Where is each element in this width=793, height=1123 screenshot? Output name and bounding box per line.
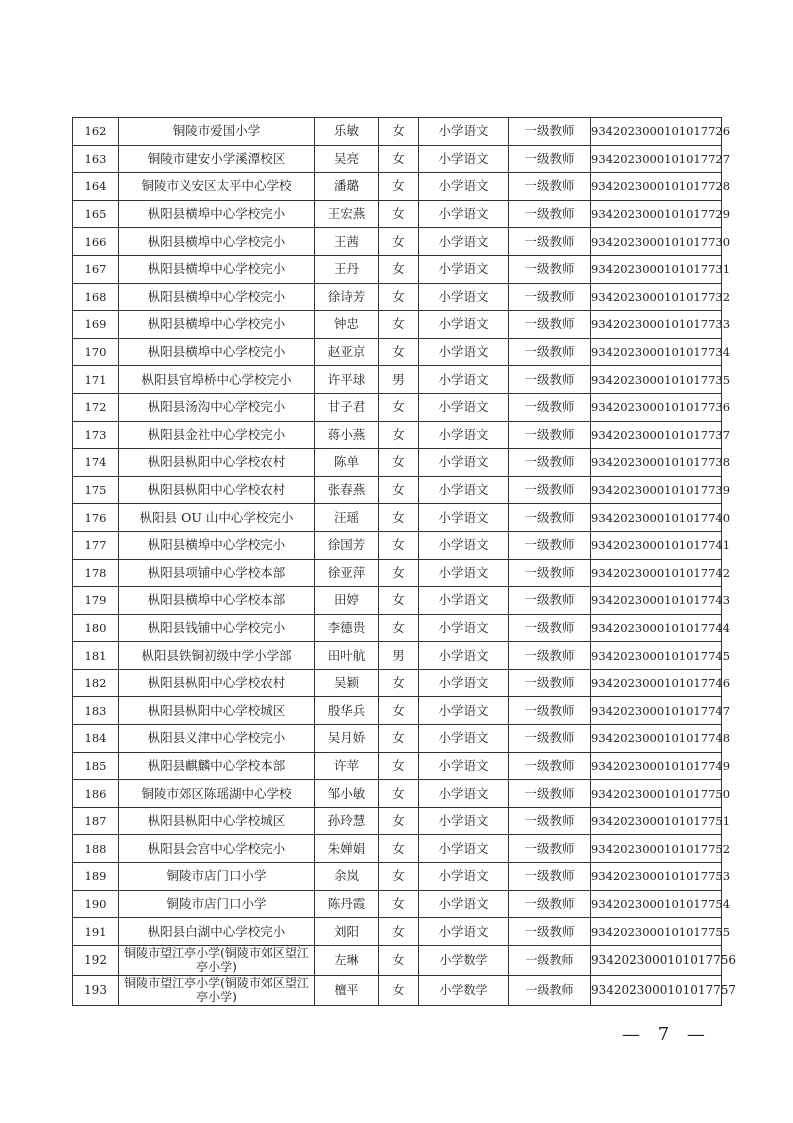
school-name: 枞阳县枞阳中心学校农村: [119, 669, 315, 697]
gender: 女: [379, 945, 419, 975]
teacher-name: 王宏燕: [315, 200, 379, 228]
row-number: 186: [73, 780, 119, 808]
school-name: 枞阳县官埠桥中心学校完小: [119, 366, 315, 394]
page-number: — 7 —: [622, 1024, 711, 1045]
gender: 女: [379, 311, 419, 339]
table-row: [73, 393, 722, 421]
gender: 女: [379, 449, 419, 477]
row-number: 167: [73, 255, 119, 283]
certificate-number: 9342023000101017743: [591, 587, 722, 615]
teacher-name: 檀平: [315, 975, 379, 1005]
subject: 小学语文: [419, 311, 509, 339]
subject: 小学语文: [419, 835, 509, 863]
teacher-rank: 一级教师: [509, 807, 591, 835]
row-number: 174: [73, 449, 119, 477]
certificate-number: 9342023000101017737: [591, 421, 722, 449]
row-number: 183: [73, 697, 119, 725]
row-number: 170: [73, 338, 119, 366]
school-name: 铜陵市店门口小学: [119, 890, 315, 918]
table-row: [73, 255, 722, 283]
gender: 女: [379, 918, 419, 946]
subject: 小学语文: [419, 255, 509, 283]
table-row: [73, 725, 722, 753]
school-name: 铜陵市爱国小学: [119, 118, 315, 146]
certificate-number: 9342023000101017757: [591, 975, 722, 1005]
row-number: 171: [73, 366, 119, 394]
teacher-name: 王丹: [315, 255, 379, 283]
certificate-number: 9342023000101017732: [591, 283, 722, 311]
table-row: [73, 752, 722, 780]
row-number: 182: [73, 669, 119, 697]
teacher-name: 许平球: [315, 366, 379, 394]
teacher-name: 陈单: [315, 449, 379, 477]
school-name: 枞阳县枞阳中心学校城区: [119, 807, 315, 835]
table-row: [73, 200, 722, 228]
certificate-number: 9342023000101017754: [591, 890, 722, 918]
gender: 女: [379, 835, 419, 863]
gender: 女: [379, 393, 419, 421]
gender: 女: [379, 614, 419, 642]
table-row: [73, 669, 722, 697]
gender: 女: [379, 863, 419, 891]
school-name: 枞阳县横埠中心学校完小: [119, 531, 315, 559]
row-number: 162: [73, 118, 119, 146]
subject: 小学语文: [419, 228, 509, 256]
subject: 小学语文: [419, 807, 509, 835]
table-row: [73, 642, 722, 670]
row-number: 189: [73, 863, 119, 891]
teacher-name: 李德贵: [315, 614, 379, 642]
certificate-number: 9342023000101017741: [591, 531, 722, 559]
teacher-rank: 一级教师: [509, 945, 591, 975]
teacher-rank: 一级教师: [509, 338, 591, 366]
subject: 小学语文: [419, 587, 509, 615]
table-row: [73, 228, 722, 256]
teacher-name: 许苹: [315, 752, 379, 780]
teacher-name: 徐诗芳: [315, 283, 379, 311]
school-name: 枞阳县 OU 山中心学校完小: [119, 504, 315, 532]
table-row: [73, 311, 722, 339]
subject: 小学语文: [419, 145, 509, 173]
gender: 女: [379, 118, 419, 146]
teacher-name: 钟忠: [315, 311, 379, 339]
teacher-name: 陈丹霞: [315, 890, 379, 918]
certificate-number: 9342023000101017726: [591, 118, 722, 146]
teacher-name: 田婷: [315, 587, 379, 615]
teacher-name: 邹小敏: [315, 780, 379, 808]
gender: 女: [379, 338, 419, 366]
teacher-name: 张春燕: [315, 476, 379, 504]
gender: 女: [379, 476, 419, 504]
school-name: 枞阳县钱铺中心学校完小: [119, 614, 315, 642]
school-name: 铜陵市望江亭小学(铜陵市郊区望江亭小学): [119, 945, 315, 975]
row-number: 173: [73, 421, 119, 449]
teacher-name: 吴亮: [315, 145, 379, 173]
teacher-rank: 一级教师: [509, 531, 591, 559]
teacher-name: 甘子君: [315, 393, 379, 421]
subject: 小学语文: [419, 780, 509, 808]
school-name: 枞阳县枞阳中心学校农村: [119, 476, 315, 504]
certificate-number: 9342023000101017735: [591, 366, 722, 394]
teacher-name: 徐国芳: [315, 531, 379, 559]
gender: 女: [379, 890, 419, 918]
subject: 小学语文: [419, 504, 509, 532]
school-name: 枞阳县枞阳中心学校农村: [119, 449, 315, 477]
table-row: [73, 807, 722, 835]
teacher-rank: 一级教师: [509, 200, 591, 228]
table-row: [73, 697, 722, 725]
school-name: 铜陵市望江亭小学(铜陵市郊区望江亭小学): [119, 975, 315, 1005]
row-number: 192: [73, 945, 119, 975]
school-name: 铜陵市建安小学溪潭校区: [119, 145, 315, 173]
certificate-number: 9342023000101017731: [591, 255, 722, 283]
gender: 女: [379, 807, 419, 835]
certificate-number: 9342023000101017728: [591, 173, 722, 201]
teacher-rank: 一级教师: [509, 449, 591, 477]
gender: 女: [379, 200, 419, 228]
table-row: [73, 145, 722, 173]
teacher-rank: 一级教师: [509, 752, 591, 780]
subject: 小学语文: [419, 752, 509, 780]
teacher-rank: 一级教师: [509, 476, 591, 504]
subject: 小学语文: [419, 697, 509, 725]
teacher-rank: 一级教师: [509, 283, 591, 311]
certificate-number: 9342023000101017736: [591, 393, 722, 421]
school-name: 枞阳县横埠中心学校完小: [119, 255, 315, 283]
table-row: [73, 449, 722, 477]
certificate-number: 9342023000101017742: [591, 559, 722, 587]
table-row: [73, 614, 722, 642]
teacher-rank: 一级教师: [509, 421, 591, 449]
school-name: 铜陵市郊区陈瑶湖中心学校: [119, 780, 315, 808]
gender: 女: [379, 669, 419, 697]
gender: 女: [379, 421, 419, 449]
gender: 女: [379, 283, 419, 311]
teacher-rank: 一级教师: [509, 835, 591, 863]
certificate-number: 9342023000101017730: [591, 228, 722, 256]
row-number: 176: [73, 504, 119, 532]
school-name: 枞阳县金社中心学校完小: [119, 421, 315, 449]
subject: 小学语文: [419, 283, 509, 311]
teacher-name: 蒋小燕: [315, 421, 379, 449]
teacher-name: 徐亚萍: [315, 559, 379, 587]
teacher-rank: 一级教师: [509, 669, 591, 697]
subject: 小学语文: [419, 890, 509, 918]
teacher-rank: 一级教师: [509, 780, 591, 808]
teacher-name: 吴月娇: [315, 725, 379, 753]
school-name: 枞阳县横埠中心学校本部: [119, 587, 315, 615]
row-number: 166: [73, 228, 119, 256]
subject: 小学语文: [419, 421, 509, 449]
subject: 小学语文: [419, 559, 509, 587]
subject: 小学语文: [419, 366, 509, 394]
teacher-name: 刘阳: [315, 918, 379, 946]
certificate-number: 9342023000101017739: [591, 476, 722, 504]
certificate-number: 9342023000101017753: [591, 863, 722, 891]
school-name: 枞阳县汤沟中心学校完小: [119, 393, 315, 421]
teacher-rank: 一级教师: [509, 587, 591, 615]
teacher-rank: 一级教师: [509, 366, 591, 394]
subject: 小学语文: [419, 918, 509, 946]
teacher-name: 乐敏: [315, 118, 379, 146]
table-row: [73, 890, 722, 918]
subject: 小学语文: [419, 531, 509, 559]
teacher-name: 汪瑶: [315, 504, 379, 532]
school-name: 枞阳县项铺中心学校本部: [119, 559, 315, 587]
subject: 小学语文: [419, 725, 509, 753]
subject: 小学语文: [419, 449, 509, 477]
table-row: [73, 118, 722, 146]
gender: 女: [379, 228, 419, 256]
certificate-number: 9342023000101017734: [591, 338, 722, 366]
table-row: [73, 918, 722, 946]
teacher-rank: 一级教师: [509, 228, 591, 256]
row-number: 163: [73, 145, 119, 173]
subject: 小学语文: [419, 338, 509, 366]
subject: 小学语文: [419, 669, 509, 697]
teacher-rank: 一级教师: [509, 118, 591, 146]
school-name: 枞阳县麒麟中心学校本部: [119, 752, 315, 780]
teacher-rank: 一级教师: [509, 697, 591, 725]
row-number: 193: [73, 975, 119, 1005]
teacher-rank: 一级教师: [509, 173, 591, 201]
gender: 女: [379, 725, 419, 753]
school-name: 枞阳县横埠中心学校完小: [119, 228, 315, 256]
subject: 小学语文: [419, 200, 509, 228]
gender: 男: [379, 642, 419, 670]
school-name: 枞阳县枞阳中心学校城区: [119, 697, 315, 725]
teacher-rank: 一级教师: [509, 725, 591, 753]
teacher-name: 吴颖: [315, 669, 379, 697]
row-number: 164: [73, 173, 119, 201]
row-number: 190: [73, 890, 119, 918]
row-number: 179: [73, 587, 119, 615]
certificate-number: 9342023000101017746: [591, 669, 722, 697]
certificate-number: 9342023000101017750: [591, 780, 722, 808]
subject: 小学语文: [419, 614, 509, 642]
certificate-number: 9342023000101017752: [591, 835, 722, 863]
gender: 女: [379, 975, 419, 1005]
gender: 女: [379, 531, 419, 559]
row-number: 181: [73, 642, 119, 670]
school-name: 枞阳县横埠中心学校完小: [119, 311, 315, 339]
school-name: 枞阳县义津中心学校完小: [119, 725, 315, 753]
teacher-name: 朱婵娟: [315, 835, 379, 863]
teacher-rank: 一级教师: [509, 614, 591, 642]
school-name: 枞阳县铁铜初级中学小学部: [119, 642, 315, 670]
subject: 小学语文: [419, 118, 509, 146]
teacher-rank: 一级教师: [509, 559, 591, 587]
teacher-rank: 一级教师: [509, 975, 591, 1005]
subject: 小学数学: [419, 975, 509, 1005]
gender: 男: [379, 366, 419, 394]
table-row: [73, 504, 722, 532]
subject: 小学语文: [419, 393, 509, 421]
table-row: [73, 780, 722, 808]
school-name: 枞阳县横埠中心学校完小: [119, 200, 315, 228]
table-row: [73, 476, 722, 504]
certificate-number: 9342023000101017745: [591, 642, 722, 670]
row-number: 177: [73, 531, 119, 559]
row-number: 172: [73, 393, 119, 421]
table-row: [73, 173, 722, 201]
teacher-rank: 一级教师: [509, 255, 591, 283]
subject: 小学语文: [419, 173, 509, 201]
certificate-number: 9342023000101017749: [591, 752, 722, 780]
table-row: [73, 975, 722, 1005]
subject: 小学语文: [419, 863, 509, 891]
row-number: 185: [73, 752, 119, 780]
gender: 女: [379, 559, 419, 587]
table-row: [73, 835, 722, 863]
gender: 女: [379, 173, 419, 201]
table-row: [73, 863, 722, 891]
table-row: [73, 421, 722, 449]
teacher-name: 孙玲慧: [315, 807, 379, 835]
gender: 女: [379, 145, 419, 173]
school-name: 枞阳县横埠中心学校完小: [119, 338, 315, 366]
certificate-number: 9342023000101017751: [591, 807, 722, 835]
teacher-name: 殷华兵: [315, 697, 379, 725]
certificate-number: 9342023000101017755: [591, 918, 722, 946]
gender: 女: [379, 587, 419, 615]
row-number: 188: [73, 835, 119, 863]
row-number: 180: [73, 614, 119, 642]
certificate-number: 9342023000101017729: [591, 200, 722, 228]
row-number: 169: [73, 311, 119, 339]
table-row: [73, 283, 722, 311]
certificate-number: 9342023000101017748: [591, 725, 722, 753]
certificate-number: 9342023000101017747: [591, 697, 722, 725]
row-number: 191: [73, 918, 119, 946]
school-name: 枞阳县白湖中心学校完小: [119, 918, 315, 946]
subject: 小学数学: [419, 945, 509, 975]
gender: 女: [379, 255, 419, 283]
table-row: [73, 945, 722, 975]
subject: 小学语文: [419, 476, 509, 504]
school-name: 枞阳县横埠中心学校完小: [119, 283, 315, 311]
teacher-name: 赵亚京: [315, 338, 379, 366]
teacher-rank: 一级教师: [509, 504, 591, 532]
row-number: 165: [73, 200, 119, 228]
subject: 小学语文: [419, 642, 509, 670]
certificate-number: 9342023000101017744: [591, 614, 722, 642]
gender: 女: [379, 504, 419, 532]
teacher-name: 田叶航: [315, 642, 379, 670]
teacher-rank: 一级教师: [509, 918, 591, 946]
row-number: 178: [73, 559, 119, 587]
school-name: 铜陵市义安区太平中心学校: [119, 173, 315, 201]
table-row: [73, 366, 722, 394]
row-number: 184: [73, 725, 119, 753]
teacher-rank: 一级教师: [509, 311, 591, 339]
teacher-list-table: [72, 117, 737, 1006]
certificate-number: 9342023000101017727: [591, 145, 722, 173]
row-number: 175: [73, 476, 119, 504]
teacher-name: 左琳: [315, 945, 379, 975]
certificate-number: 9342023000101017733: [591, 311, 722, 339]
gender: 女: [379, 697, 419, 725]
certificate-number: 9342023000101017738: [591, 449, 722, 477]
school-name: 铜陵市店门口小学: [119, 863, 315, 891]
table-row: [73, 587, 722, 615]
teacher-rank: 一级教师: [509, 890, 591, 918]
teacher-name: 王茜: [315, 228, 379, 256]
row-number: 168: [73, 283, 119, 311]
teacher-rank: 一级教师: [509, 863, 591, 891]
table-row: [73, 531, 722, 559]
school-name: 枞阳县会宫中心学校完小: [119, 835, 315, 863]
teacher-name: 余岚: [315, 863, 379, 891]
certificate-number: 9342023000101017740: [591, 504, 722, 532]
teacher-rank: 一级教师: [509, 393, 591, 421]
table-row: [73, 338, 722, 366]
teacher-rank: 一级教师: [509, 642, 591, 670]
table-row: [73, 559, 722, 587]
gender: 女: [379, 780, 419, 808]
teacher-rank: 一级教师: [509, 145, 591, 173]
teacher-name: 潘璐: [315, 173, 379, 201]
gender: 女: [379, 752, 419, 780]
row-number: 187: [73, 807, 119, 835]
certificate-number: 9342023000101017756: [591, 945, 722, 975]
